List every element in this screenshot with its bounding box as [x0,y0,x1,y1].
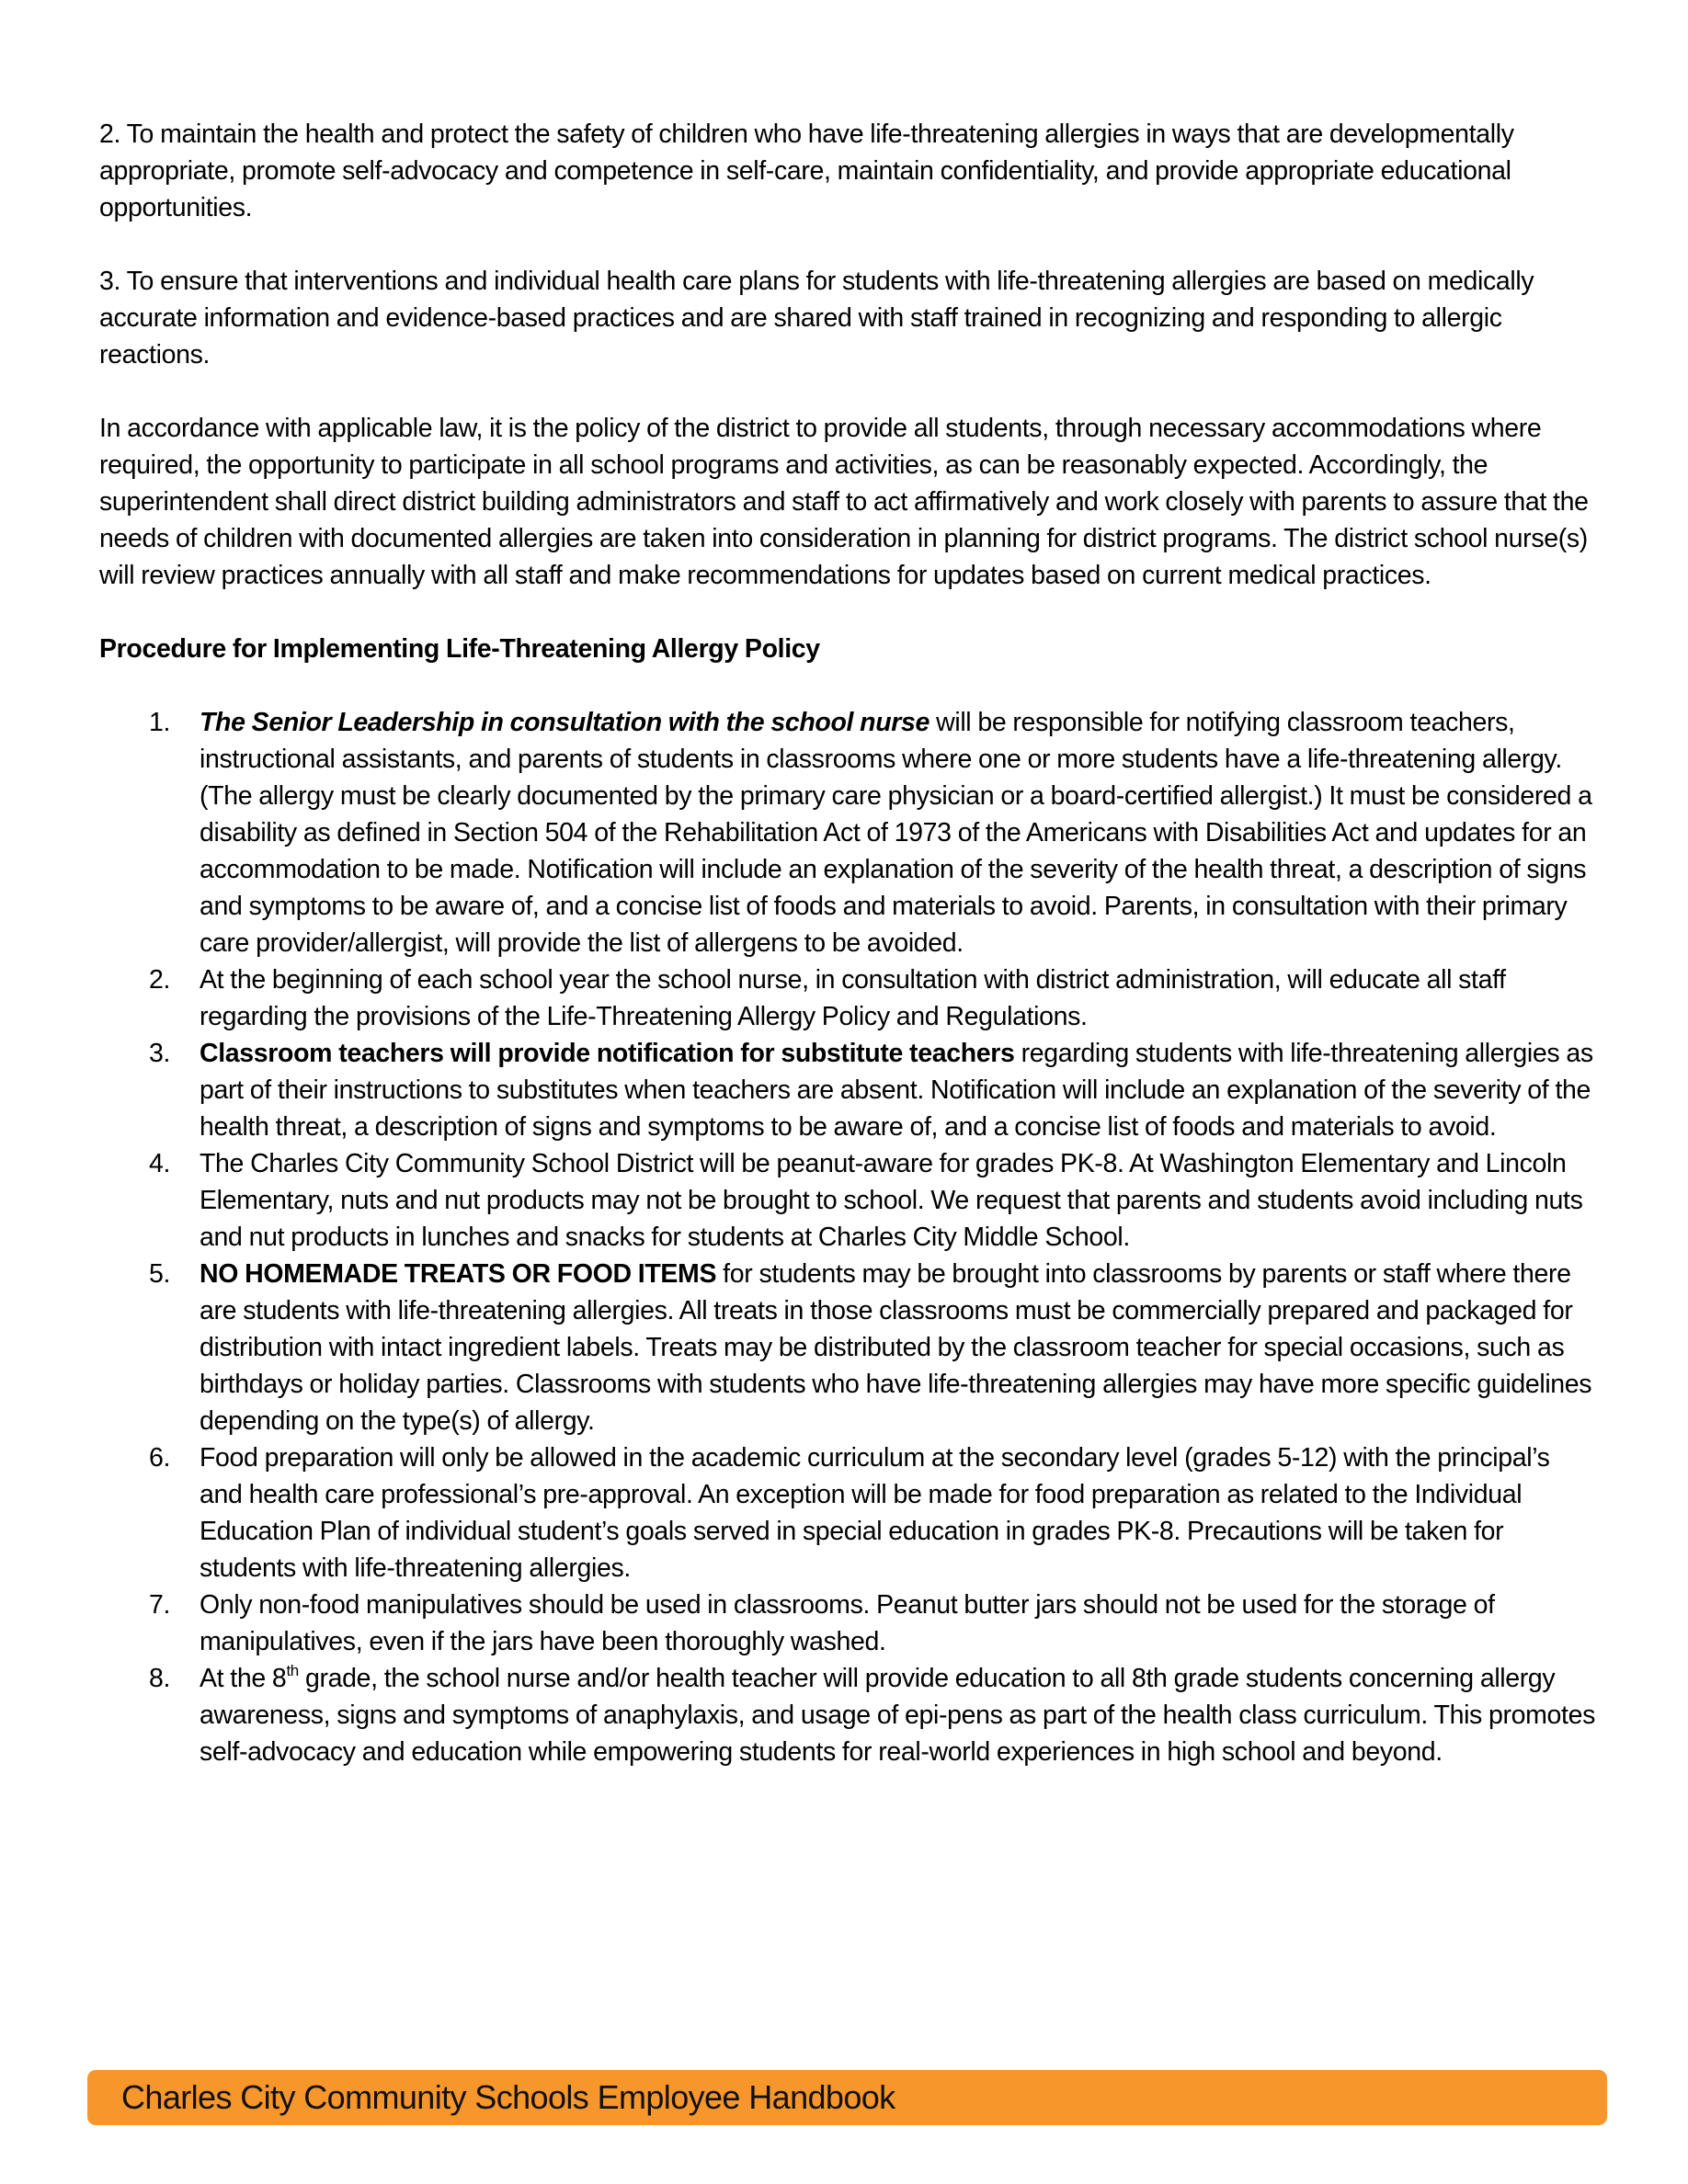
list-number: 6. [149,1443,171,1473]
item-emphasis: The Senior Leadership in consultation with the school nurse [200,708,930,737]
footer-bar [87,2070,1607,2125]
item-text: grade, the school nurse and/or health teacher will provide education to all 8th grade students concerning allergy awareness, signs and symptoms of anaphylaxis, and usage of epi-pens as part of the health class curriculum. This promotes self-advocacy and education while empowering students for real-world experiences in high school and beyond. [200,1664,1596,1767]
procedure-item-8 [99,1660,1598,1770]
item-text: for students may be brought into classrooms by parents or staff where there are students with life-threatening allergies. All treats in those classrooms must be commercially prepared and packaged for distribution with intact ingredient labels. Treats may be distributed by the classroom teacher for special occasions, such as birthdays or holiday parties. Classrooms with students who have life-threatening allergies may have more specific guidelines depending on the type(s) of allergy. [200,1259,1592,1436]
procedure-item-6 [99,1439,1598,1587]
section-heading: Procedure for Implementing Life-Threatening Allergy Policy [99,634,820,664]
item-text: At the beginning of each school year the school nurse, in consultation with district administration, will educate all staff regarding the provisions of the Life-Threatening Allergy Policy and Regulations. [200,965,1506,1031]
list-number: 4. [149,1149,171,1178]
procedure-item-5 [99,1256,1598,1439]
item-text: will be responsible for notifying classroom teachers, instructional assistants, and parents of students in classrooms where one or more students have a life-threatening allergy. (The allergy must be clearly documented by the primary care physician or a board-certified allergist.) It must be considered a disability as defined in Section 504 of the Rehabilitation Act of 1973 of the Americans with Disabilities Act and updates for an accommodation to be made. Notification will include an explanation of the severity of the health threat, a description of signs and symptoms to be aware of, and a concise list of foods and materials to avoid. Parents, in consultation with their primary care provider/allergist, will provide the list of allergens to be avoided. [200,708,1592,958]
list-number: 3. [149,1039,171,1068]
policy-paragraph: In accordance with applicable law, it is the policy of the district to provide all students, through necessary accommodations where required, the opportunity to participate in all school programs and activities, as can be reasonably expected. Accordingly, the superintendent shall direct district building administrators and staff to act affirmatively and work closely with parents to assure that the needs of children with documented allergies are taken into consideration in planning for district programs. The district school nurse(s) will review practices annually with all staff and make recommendations for updates based on current medical practices. [99,414,1589,590]
item-text: The Charles City Community School District will be peanut-aware for grades PK-8. At Washington Elementary and Lincoln Elementary, nuts and nut products may not be brought to school. We request that parents and students avoid including nuts and nut products in lunches and snacks for students at Charles City Middle School. [200,1149,1583,1252]
procedure-item-3 [99,1035,1598,1145]
ordinal-superscript: th [286,1662,299,1679]
item-text-before-sup: At the 8 [200,1664,287,1693]
list-number: 8. [149,1664,171,1693]
procedure-item-1 [99,704,1598,961]
item-text: Food preparation will only be allowed in the academic curriculum at the secondary level (grades 5-12) with the principal’s and health care professional’s pre-approval. An exception will be made for food preparation as related to the Individual Education Plan of individual student’s goals served in special education in grades PK-8. Precautions will be taken for students with life-threatening allergies. [200,1443,1550,1583]
item-emphasis: Classroom teachers will provide notification for substitute teachers [200,1039,1015,1068]
goal-paragraph-3: 3. To ensure that interventions and individual health care plans for students with life-threatening allergies are based on medically accurate information and evidence-based practices and are shared with staff trained in recognizing and responding to allergic reactions. [99,267,1534,370]
footer-title: Charles City Community Schools Employee Handbook [121,2078,895,2116]
list-number: 1. [149,708,171,737]
item-text: regarding students with life-threatening allergies as part of their instructions to substitutes when teachers are absent. Notification will include an explanation of the severity of the health threat, a description of signs and symptoms to be aware of, and a concise list of foods and materials to avoid. [200,1039,1593,1142]
item-emphasis: NO HOMEMADE TREATS OR FOOD ITEMS [200,1259,717,1289]
list-number: 5. [149,1259,171,1289]
document-page [99,116,1598,1770]
goal-paragraph-2: 2. To maintain the health and protect the safety of children who have life-threatening allergies in ways that are developmentally appropriate, promote self-advocacy and competence in self-care, maintain confidentiality, and provide appropriate educational opportunities. [99,119,1514,222]
procedure-item-2 [99,961,1598,1035]
procedure-list [99,704,1598,1770]
item-text: Only non-food manipulatives should be used in classrooms. Peanut butter jars should not be used for the storage of manipulatives, even if the jars have been thoroughly washed. [200,1590,1495,1656]
list-number: 2. [149,965,171,995]
procedure-item-7 [99,1587,1598,1660]
procedure-item-4 [99,1145,1598,1256]
list-number: 7. [149,1590,171,1620]
